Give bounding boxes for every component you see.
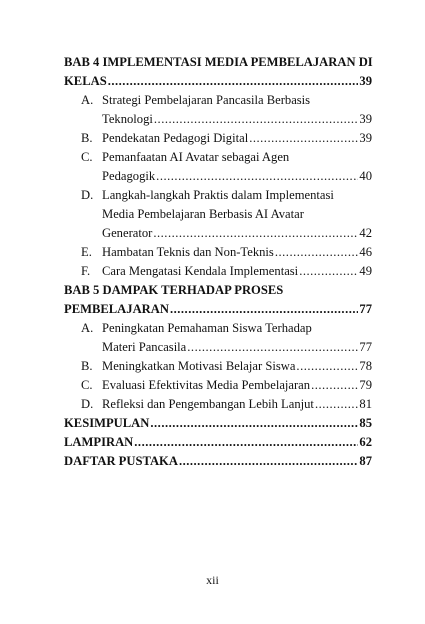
dot-leader xyxy=(170,300,358,319)
entry-title: Pemanfaatan AI Avatar sebagai Agen xyxy=(102,150,290,164)
toc-entry-5a-cont xyxy=(64,338,372,357)
chapter-title-part2: KELAS xyxy=(64,74,107,88)
chapter-title-part1: BAB 4 IMPLEMENTASI MEDIA PEMBELAJARAN DI xyxy=(64,55,373,69)
entry-letter: F. xyxy=(81,264,91,278)
dot-leader xyxy=(249,129,358,148)
entry-title: LAMPIRAN xyxy=(64,435,134,449)
page-number: 39 xyxy=(359,74,372,88)
dot-leader xyxy=(179,452,358,471)
page-number: 39 xyxy=(359,112,372,126)
entry-title: Langkah-langkah Praktis dalam Implementasi xyxy=(102,188,334,202)
page-number: 77 xyxy=(359,302,372,316)
entry-title: DAFTAR PUSTAKA xyxy=(64,454,178,468)
dot-leader xyxy=(187,338,358,357)
toc-entry-4f xyxy=(64,262,372,281)
chapter-heading-bab5-line1 xyxy=(64,281,372,300)
dot-leader xyxy=(154,110,359,129)
toc-entry-daftar-pustaka xyxy=(64,452,372,471)
dot-leader xyxy=(153,224,358,243)
entry-title: Peningkatan Pemahaman Siswa Terhadap xyxy=(102,321,312,335)
toc-entry-4d-cont1 xyxy=(64,205,372,224)
page-number: 40 xyxy=(359,169,372,183)
dot-leader xyxy=(296,357,358,376)
toc-entry-5a xyxy=(64,319,372,338)
entry-title: Refleksi dan Pengembangan Lebih Lanjut xyxy=(102,397,314,411)
page-number: 62 xyxy=(359,435,372,449)
entry-title-cont: Media Pembelajaran Berbasis AI Avatar xyxy=(102,207,304,221)
dot-leader xyxy=(150,414,358,433)
entry-title: Cara Mengatasi Kendala Implementasi xyxy=(102,264,299,278)
chapter-heading-bab4-line2 xyxy=(64,72,372,91)
table-of-contents xyxy=(64,53,372,471)
entry-letter: A. xyxy=(81,321,94,335)
page-number: 49 xyxy=(359,264,372,278)
entry-letter: A. xyxy=(81,93,94,107)
chapter-heading-bab5-line2 xyxy=(64,300,372,319)
dot-leader xyxy=(275,243,359,262)
page-number: 39 xyxy=(359,131,372,145)
page-number: 42 xyxy=(359,226,372,240)
page-number: 87 xyxy=(359,454,372,468)
entry-title-cont: Pedagogik xyxy=(102,169,156,183)
dot-leader xyxy=(299,262,358,281)
entry-title: Meningkatkan Motivasi Belajar Siswa xyxy=(102,359,296,373)
dot-leader xyxy=(108,72,359,91)
dot-leader xyxy=(134,433,358,452)
page-footer-number: xii xyxy=(206,573,219,587)
entry-letter: E. xyxy=(81,245,92,259)
toc-entry-4a-cont xyxy=(64,110,372,129)
page-number: 85 xyxy=(359,416,372,430)
toc-entry-4c xyxy=(64,148,372,167)
dot-leader xyxy=(156,167,358,186)
toc-entry-4d-cont2 xyxy=(64,224,372,243)
entry-title-cont: Generator xyxy=(102,226,153,240)
entry-letter: B. xyxy=(81,131,93,145)
chapter-heading-bab4-line1 xyxy=(64,53,372,72)
toc-entry-5d xyxy=(64,395,372,414)
entry-letter: D. xyxy=(81,397,94,411)
entry-title: KESIMPULAN xyxy=(64,416,150,430)
entry-title-cont: Materi Pancasila xyxy=(102,340,187,354)
dot-leader xyxy=(311,376,358,395)
dot-leader xyxy=(315,395,358,414)
entry-title: Pendekatan Pedagogi Digital xyxy=(102,131,249,145)
entry-letter: D. xyxy=(81,188,94,202)
toc-entry-4e xyxy=(64,243,372,262)
page-number: 77 xyxy=(359,340,372,354)
entry-letter: C. xyxy=(81,150,93,164)
toc-entry-4d xyxy=(64,186,372,205)
toc-entry-5c xyxy=(64,376,372,395)
page-number: 46 xyxy=(359,245,372,259)
chapter-title-part2: PEMBELAJARAN xyxy=(64,302,169,316)
entry-letter: C. xyxy=(81,378,93,392)
toc-entry-kesimpulan xyxy=(64,414,372,433)
toc-entry-4b xyxy=(64,129,372,148)
toc-entry-4c-cont xyxy=(64,167,372,186)
toc-entry-lampiran xyxy=(64,433,372,452)
entry-letter: B. xyxy=(81,359,93,373)
entry-title-cont: Teknologi xyxy=(102,112,153,126)
page-number: 79 xyxy=(359,378,372,392)
entry-title: Strategi Pembelajaran Pancasila Berbasis xyxy=(102,93,311,107)
toc-entry-5b xyxy=(64,357,372,376)
page-number: 81 xyxy=(359,397,372,411)
entry-title: Evaluasi Efektivitas Media Pembelajaran xyxy=(102,378,311,392)
toc-entry-4a xyxy=(64,91,372,110)
page-number: 78 xyxy=(359,359,372,373)
chapter-title-part1: BAB 5 DAMPAK TERHADAP PROSES xyxy=(64,283,284,297)
entry-title: Hambatan Teknis dan Non-Teknis xyxy=(102,245,274,259)
